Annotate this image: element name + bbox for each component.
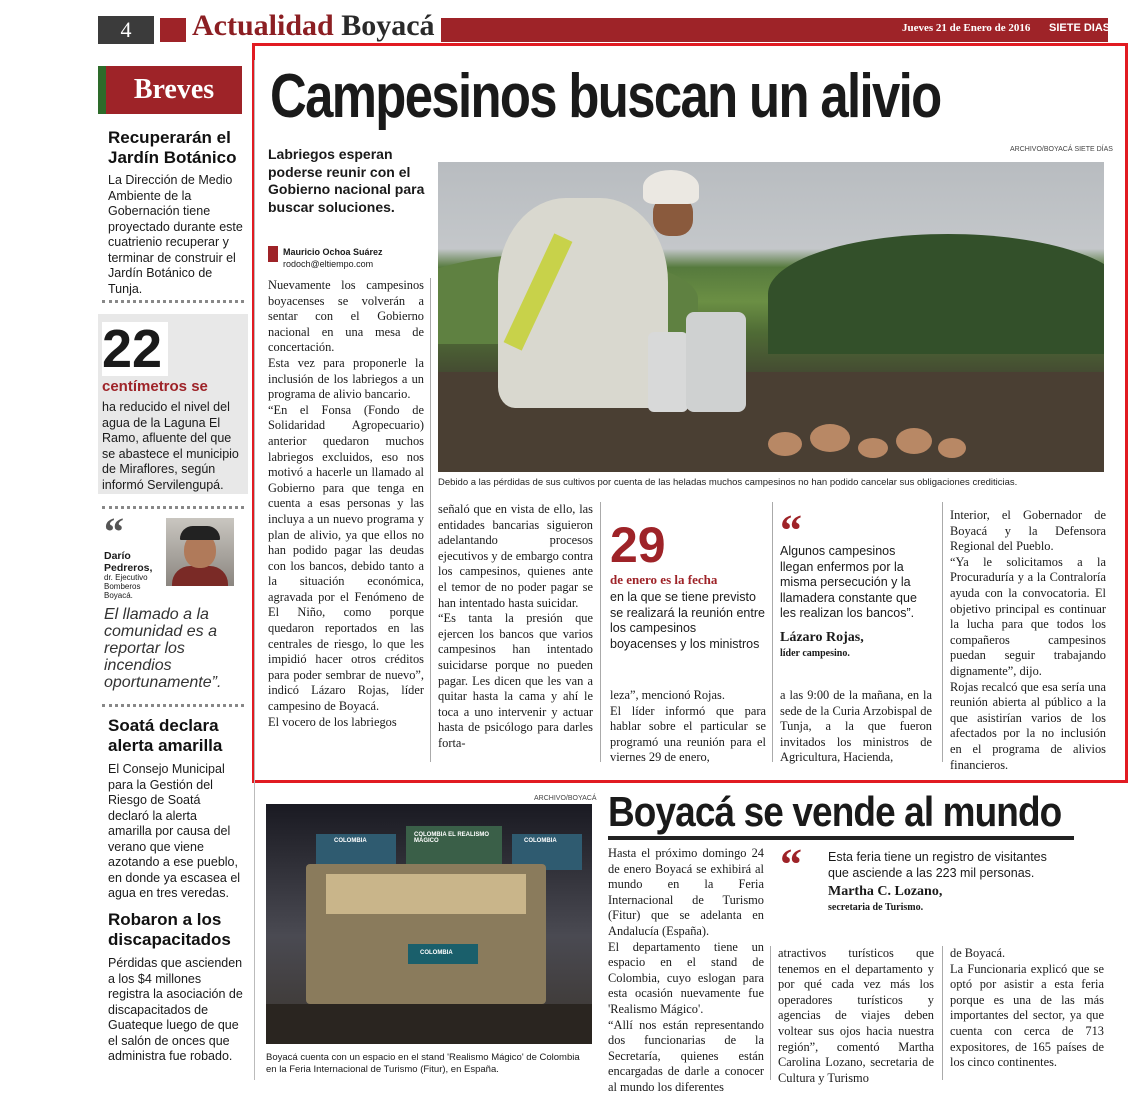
second-quote-speaker: Martha C. Lozano, (828, 884, 943, 899)
column-rule (430, 278, 431, 762)
main-headline: Campesinos buscan un alivio (270, 62, 941, 131)
quote-mark-icon: “ (104, 509, 124, 554)
headline-rule (608, 836, 1074, 840)
brief-title-jardin: Recuperarán el Jardín Botánico (108, 128, 237, 167)
avatar (166, 518, 234, 586)
second-col-2: atractivos turísticos que tenemos en el departamento y por qué cada vez más los operadores turísticos y agencias de viajes deben voltear sus ojos hacia nuestra región”, comentó Martha Carolina Lozano, secretaria de Cultura y Turismo (778, 946, 934, 1085)
brief-body-robo: Pérdidas que ascienden a los $4 millones registra la asociación de discapacitados de Guateque luego de que el salón de onces que administra fue robado. (108, 956, 243, 1063)
pull-text: en la que se tiene previsto se realizará la reunión entre los campesinos boyacenses y los ministros (610, 590, 765, 651)
main-quote-text: Algunos campesinos llegan enfermos por la misma persecución y la llamadera constante que les realizan los bancos”. (780, 544, 917, 621)
second-col-1: Hasta el próximo domingo 24 de enero Boyacá se exhibirá al mundo en la Feria Internacional de Turismo (Fitur) que se adelanta en Andalucía (España). El departamento tiene un espacio en el stand de Colombia, cuyo eslogan para esta ocasión nuevamente fue 'Realismo Mágico'. “Allí nos están representando dos funcionarias de la Secretaría, quienes están encargadas de darle a conocer al mundo los diferentes (608, 846, 764, 1094)
quote-speaker: Darío Pedreros, (104, 550, 153, 574)
main-col-1: Nuevamente los campesinos boyacenses se volverán a sentar con el Gobierno nacional en una mesa de concertación. Esta vez para proponerle la inclusión de los labriegos a un programa de alivio bancario. “En el Fonsa (Fondo de Solidaridad Agropecuario) anterior quedaron muchos labriegos excluidos, eso nos motivó a hacerle un llamado al Gobierno para que tenga en cuenta a esas personas y las incluya a un nuevo programa y plan de alivio, ya que ellos no han podido pagar las deudas con los bancos, debido tanto a la situación económica, agravada por el Fenómeno de El Niño, como porque quedaron reportados en las centrales de riesgo, lo que les impidió hacer otros créditos para poder sembrar de nuevo”, indicó Lázaro Rojas, líder campesino de Boyacá. El vocero de los labriegos (268, 278, 424, 729)
brief-title-soata: Soatá declara alerta amarilla (108, 716, 223, 755)
photo-credit-2: ARCHIVO/BOYACÁ (534, 795, 597, 802)
quote-mark-icon: “ (780, 840, 802, 889)
second-quote-text: Esta feria tiene un registro de visitantes que asciende a las 223 mil personas. (828, 850, 1047, 880)
stat-body: ha reducido el nivel del agua de la Laguna El Ramo, afluente del que se abastece el municipio de Miraflores, según informó Servilengupá. (102, 400, 239, 492)
brief-body-soata: El Consejo Municipal para la Gestión del Riesgo de Soatá declaró la alerta amarilla por causa del verano que viene azotando a ese pueblo, en donde ya escasea el agua en tres veredas. (108, 762, 241, 900)
column-rule (600, 502, 601, 762)
fitur-photo-caption: Boyacá cuenta con un espacio en el stand 'Realismo Mágico' de Colombia en la Feria Internacional de Turismo (Fitur), en España. (266, 1052, 580, 1075)
brand-label: SIETE DIAS (1049, 22, 1111, 34)
fitur-photo (266, 804, 592, 1044)
byline-author: Mauricio Ochoa Suárez (283, 247, 383, 257)
main-quote-speaker: Lázaro Rojas, (780, 630, 864, 645)
quote-speaker-role: dr. Ejecutivo Bomberos Boyacá. (104, 573, 148, 600)
main-quote-role: líder campesino. (780, 648, 850, 659)
main-photo-caption: Debido a las pérdidas de sus cultivos por cuenta de las heladas muchos campesinos no han podido cancelar sus obligaciones crediticias. (438, 477, 1018, 488)
second-headline: Boyacá se vende al mundo (608, 788, 1062, 835)
quote-mark-icon: “ (780, 506, 802, 555)
second-col-3: de Boyacá. La Funcionaria explicó que se optó por asistir a esta feria porque es una de las más importantes del sector, ya que cuenta con cerca de 713 expositores, de 165 países de los cinco continentes. (950, 946, 1104, 1070)
byline-email: rodoch@eltiempo.com (283, 259, 374, 269)
stat-number: 22 (102, 322, 168, 376)
photo-credit: ARCHIVO/BOYACÁ SIETE DÍAS (1010, 146, 1113, 153)
byline-marker (268, 246, 278, 262)
main-col-3: leza”, mencionó Rojas. El líder informó que para hablar sobre el particular se programó una reunión para el viernes 29 de enero, (610, 688, 766, 765)
quote-text: El llamado a la comunidad es a reportar los incendios oportunamente”. (104, 606, 222, 691)
stand-sign-label: COLOMBIA (420, 950, 453, 956)
main-col-2: señaló que en vista de ello, las entidades bancarias siguieron adelantando procesos ejecutivos y de embargo contra los campesinos, quienes ante el temor de no poder pagar se han intentado hasta suicidar. “Es tanta la presión que ejercen los bancos que varios campesinos han intentado suicidarse porque no pueden pagar. Les dicen que les van a quitar hasta la cama y ahí le toca a uno intervenir y actuar hasta de psicólogo para darles forta- (438, 502, 593, 750)
main-deck: Labriegos esperan poderse reunir con el Gobierno nacional para buscar soluciones. (268, 146, 425, 215)
main-col-5: Interior, el Gobernador de Boyacá y la Defensora Regional del Pueblo. “Ya le solicitamos a la Procuraduría y a la Contraloría ayuda con la convocatoria. El objetivo principal es continuar la lucha para que todos los compañeros campesinos puedan seguir trabajando dignamente”, dijo. Rojas recalcó que esa sería una reunión abierta al público a la que asistirían varios de los afectados por la no inclusión en el programa de alivios financieros. (950, 508, 1106, 772)
section-name: Actualidad (192, 9, 334, 42)
column-rule (770, 946, 771, 1080)
stat-label: centímetros se (102, 378, 208, 395)
second-quote-role: secretaria de Turismo. (828, 902, 924, 913)
issue-date: Jueves 21 de Enero de 2016 (902, 22, 1031, 34)
breves-tab: Breves (98, 66, 242, 114)
main-col-4: a las 9:00 de la mañana, en la sede de la Curia Arzobispal de Tunja, a la que fueron invitados los ministros de Agricultura, Hacienda, (780, 688, 932, 765)
brief-title-robo: Robaron a los discapacitados (108, 910, 231, 949)
sidebar-rule (254, 60, 255, 1080)
pull-bold: de enero es la fecha (610, 572, 718, 587)
divider (102, 704, 244, 707)
banner-label: COLOMBIA EL REALISMO MÁGICO (414, 832, 489, 844)
banner-label: COLOMBIA (524, 838, 557, 844)
section-title (186, 8, 441, 44)
pull-number: 29 (610, 517, 666, 573)
section-region: Boyacá (341, 9, 435, 42)
page-number: 4 (98, 16, 154, 44)
banner-label: COLOMBIA (334, 838, 367, 844)
column-rule (942, 946, 943, 1080)
column-rule (772, 502, 773, 762)
column-rule (942, 502, 943, 762)
brief-body-jardin: La Dirección de Medio Ambiente de la Gobernación tiene proyectado durante este cuatrienio recuperar y terminar de construir el Jardín Botánico de Tunja. (108, 173, 243, 296)
main-photo (438, 162, 1104, 472)
divider (102, 300, 244, 303)
